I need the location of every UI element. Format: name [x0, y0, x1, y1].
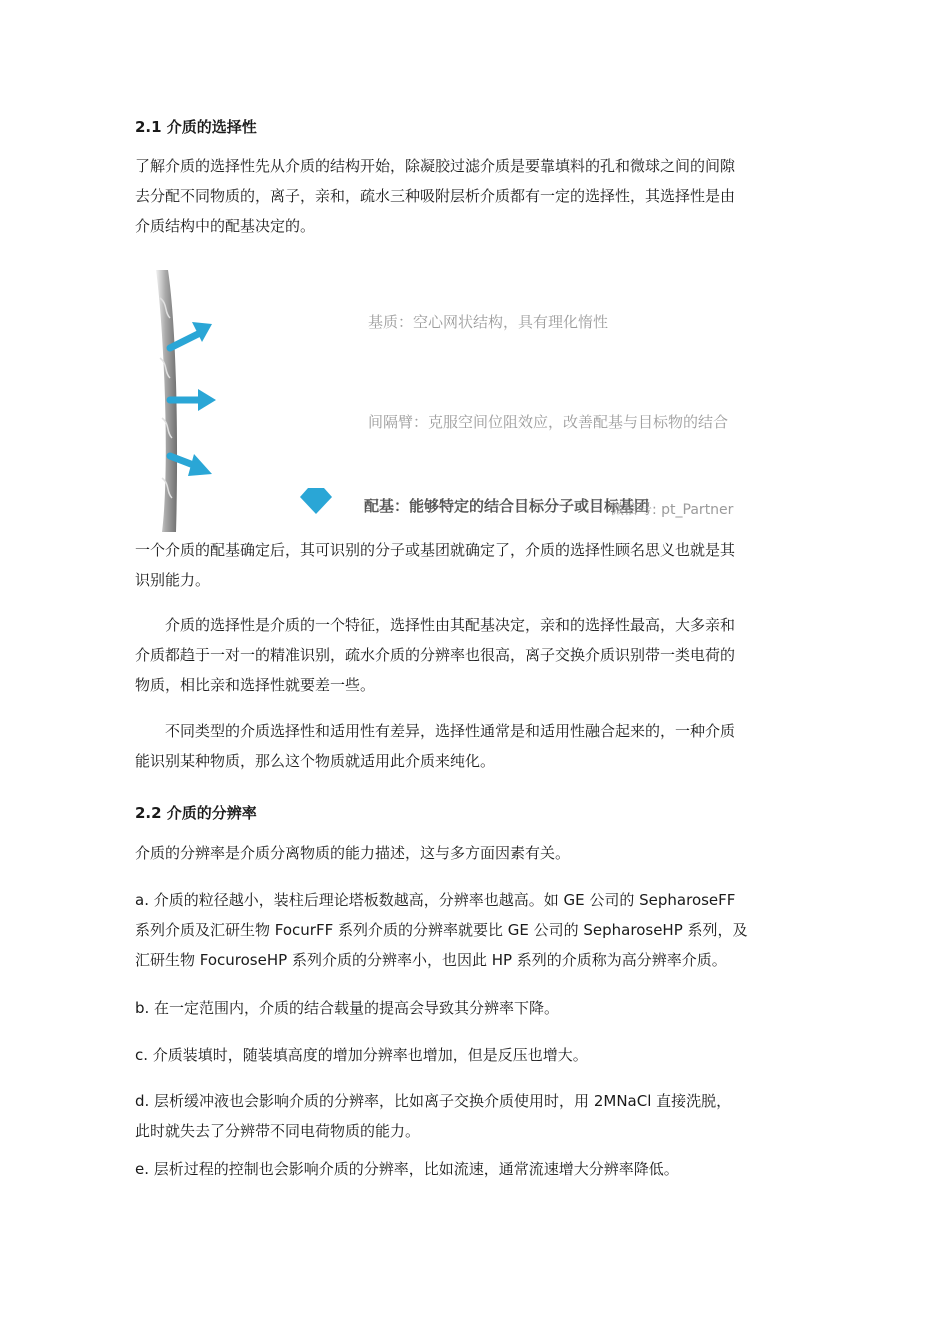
- ligand-paragraph: [135, 535, 825, 595]
- text-line: 能识别某种物质，那么这个物质就适用此介质来纯化。: [135, 752, 496, 770]
- text-line: 介质都趋于一对一的精准识别，疏水介质的分辨率也很高，离子交换介质识别带一类电荷的: [135, 646, 736, 664]
- text-line: 去分配不同物质的，离子，亲和，疏水三种吸附层析介质都有一定的选择性，其选择性是由: [135, 187, 736, 205]
- selectivity-intro-paragraph: [135, 151, 825, 241]
- text-line: 介质的选择性是介质的一个特征，选择性由其配基决定，亲和的选择性最高，大多亲和: [165, 616, 736, 634]
- text-line: 此时就失去了分辨带不同电荷物质的能力。: [135, 1122, 421, 1140]
- resolution-item-a: [135, 885, 825, 975]
- resolution-item-d: [135, 1086, 825, 1146]
- resolution-item-c: c. 介质装填时，随装填高度的增加分辨率也增加，但是反压也增大。: [135, 1046, 588, 1064]
- spacer-arm-arrow: [170, 322, 212, 348]
- text-line: 系列介质及汇研生物 FocurFF 系列介质的分辨率就要比 GE 公司的 SepharoseHP 系列，及: [135, 921, 748, 939]
- selectivity-feature-paragraph: [135, 610, 825, 700]
- text-line: 了解介质的选择性先从介质的结构开始，除凝胶过滤介质是要靠填料的孔和微球之间的间隙: [135, 157, 736, 175]
- ligand-gem-icon: [300, 488, 332, 514]
- watermark: 微信号: pt_Partner: [610, 502, 734, 518]
- spacer-arm-arrow: [170, 389, 216, 411]
- section-heading-resolution: 2.2 介质的分辨率: [135, 804, 257, 822]
- text-line: 物质，相比亲和选择性就要差一些。: [135, 676, 376, 694]
- medium-structure-figure: [150, 268, 810, 534]
- text-line: 识别能力。: [135, 571, 211, 589]
- resolution-intro-paragraph: 介质的分辨率是介质分离物质的能力描述，这与多方面因素有关。: [135, 844, 571, 862]
- text-line: 不同类型的介质选择性和适用性有差异，选择性通常是和适用性融合起来的，一种介质: [165, 722, 736, 740]
- spacer-arm-label: 间隔臂：克服空间位阻效应，改善配基与目标物的结合: [368, 413, 729, 431]
- text-line: 介质结构中的配基决定的。: [135, 217, 316, 235]
- text-line: d. 层析缓冲液也会影响介质的分辨率，比如离子交换介质使用时，用 2MNaCl 直接洗脱，: [135, 1092, 732, 1110]
- resolution-item-b: b. 在一定范围内，介质的结合载量的提高会导致其分辨率下降。: [135, 999, 560, 1017]
- text-line: a. 介质的粒径越小，装柱后理论塔板数越高，分辨率也越高。如 GE 公司的 SepharoseFF: [135, 891, 736, 909]
- matrix-label: 基质：空心网状结构，具有理化惰性: [368, 313, 609, 331]
- text-line: 汇研生物 FocuroseHP 系列介质的分辨率小，也因此 HP 系列的介质称为高分辨率介质。: [135, 951, 727, 969]
- section-heading-selectivity: 2.1 介质的选择性: [135, 118, 257, 136]
- text-line: 一个介质的配基确定后，其可识别的分子或基团就确定了，介质的选择性顾名思义也就是其: [135, 541, 736, 559]
- resolution-item-e: e. 层析过程的控制也会影响介质的分辨率，比如流速，通常流速增大分辨率降低。: [135, 1160, 679, 1178]
- selectivity-applicability-paragraph: [135, 716, 825, 776]
- ligand-label: 配基：能够特定的结合目标分子或目标基团: [364, 497, 650, 515]
